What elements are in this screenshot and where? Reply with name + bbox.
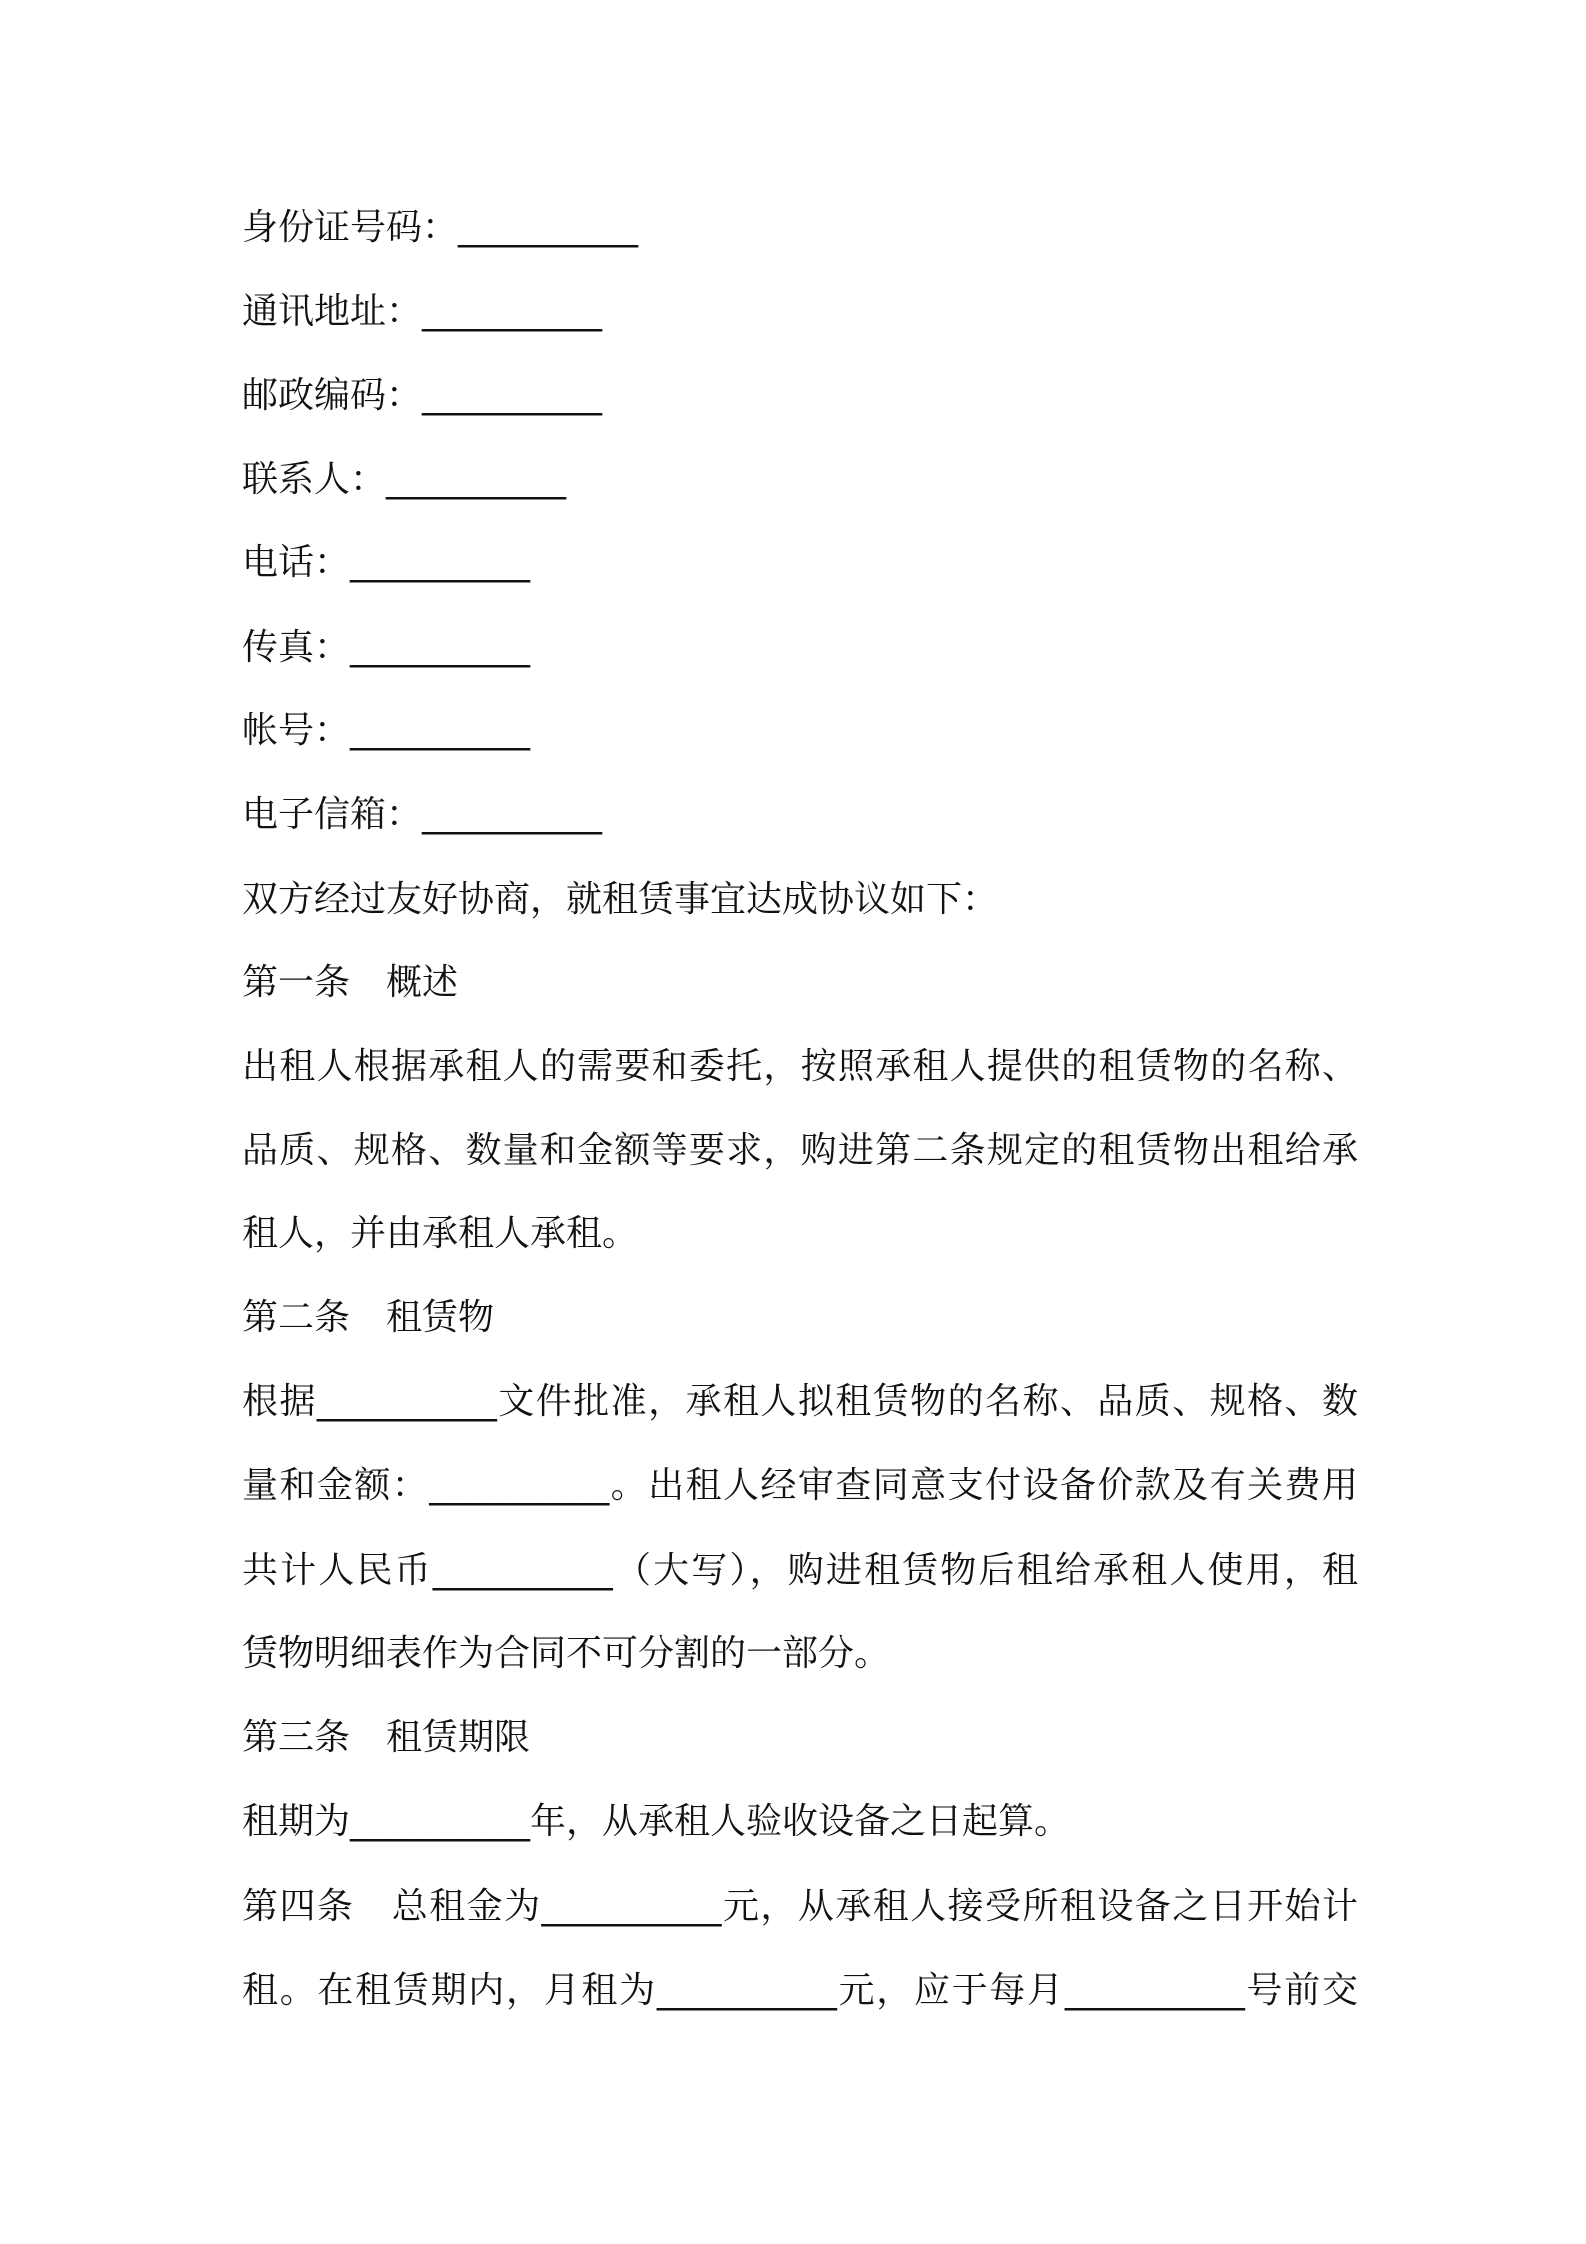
article-2-text: 量和金额：__________。出租人经审查同意支付设备价款及有关费用 [242, 1465, 1358, 1506]
article-2-text: 赁物明细表作为合同不可分割的一部分。 [242, 1633, 891, 1674]
article-2-text: 根据__________文件批准，承租人拟租赁物的名称、品质、规格、数 [242, 1381, 1358, 1422]
agreement-intro: 双方经过友好协商，就租赁事宜达成协议如下： [242, 879, 999, 920]
article-1-text: 出租人根据承租人的需要和委托，按照承租人提供的租赁物的名称、 [242, 1046, 1358, 1087]
article-1-text: 品质、规格、数量和金额等要求，购进第二条规定的租赁物出租给承 [242, 1130, 1358, 1171]
article-2-text: 共计人民币__________（大写），购进租赁物后租给承租人使用，租 [242, 1550, 1358, 1591]
id-number-field: 身份证号码：__________ [242, 207, 639, 248]
article-3-heading: 第三条 租赁期限 [242, 1717, 531, 1758]
postal-code-field: 邮政编码：__________ [242, 375, 603, 416]
account-field: 帐号：__________ [242, 710, 531, 751]
article-4-text: 第四条 总租金为__________元，从承租人接受所租设备之日开始计 [242, 1886, 1358, 1927]
article-1-text: 租人，并由承租人承租。 [242, 1213, 639, 1254]
article-2-heading: 第二条 租赁物 [242, 1297, 495, 1338]
contact-person-field: 联系人：__________ [242, 459, 567, 500]
article-4-text: 租。在租赁期内，月租为__________元，应于每月__________号前交 [242, 1970, 1358, 2011]
email-field: 电子信箱：__________ [242, 794, 603, 835]
address-field: 通讯地址：__________ [242, 291, 603, 332]
phone-field: 电话：__________ [242, 542, 531, 583]
fax-field: 传真：__________ [242, 627, 531, 668]
article-1-heading: 第一条 概述 [242, 962, 459, 1003]
article-3-text: 租期为__________年，从承租人验收设备之日起算。 [242, 1801, 1071, 1842]
